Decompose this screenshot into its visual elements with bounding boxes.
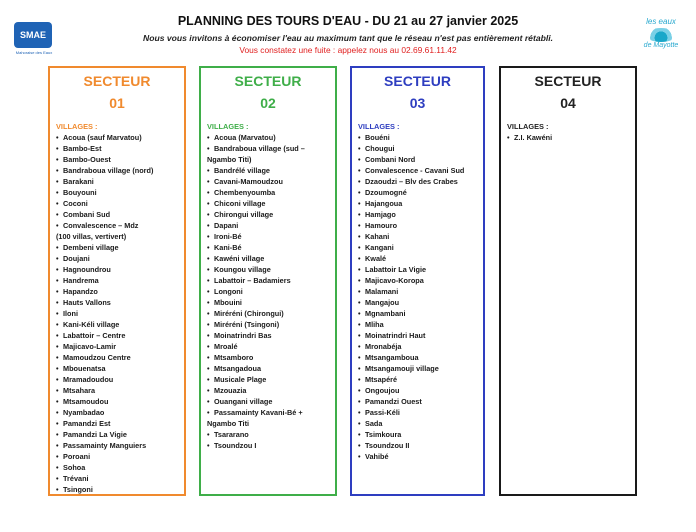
leak-alert: Vous constatez une fuite : appelez nous au 02.69.61.11.42 bbox=[239, 45, 457, 55]
village-item: • Labattoir – Centre bbox=[56, 330, 180, 341]
village-item: • Labattoir La Vigie bbox=[358, 264, 479, 275]
village-item: • Bambo-Est bbox=[56, 143, 180, 154]
village-item: • Dapani bbox=[207, 220, 331, 231]
village-item: • Tsararano bbox=[207, 429, 331, 440]
village-item: • Labattoir – Badamiers bbox=[207, 275, 331, 286]
village-item: • Sohoa bbox=[56, 462, 180, 473]
wave-icon bbox=[646, 28, 676, 42]
village-item: • Passamainty Manguiers bbox=[56, 440, 180, 451]
village-item: • Koungou village bbox=[207, 264, 331, 275]
sector-04-panel bbox=[499, 66, 637, 496]
village-item: • Mramadoudou bbox=[56, 374, 180, 385]
village-item: • Bouyouni bbox=[56, 187, 180, 198]
sector-04-number: 04 bbox=[560, 95, 576, 111]
smae-logo-badge: SMAE bbox=[14, 22, 52, 48]
village-item: • Z.I. Kawéni bbox=[507, 132, 631, 143]
village-item: • Mronabéja bbox=[358, 341, 479, 352]
sector-02-village-list bbox=[201, 132, 335, 451]
village-item: • Majicavo-Koropa bbox=[358, 275, 479, 286]
village-item: • Bandraboua village (sud – bbox=[207, 143, 331, 154]
village-item: • Vahibé bbox=[358, 451, 479, 462]
village-item: • Cavani-Mamoudzou bbox=[207, 176, 331, 187]
village-item: • Bambo-Ouest bbox=[56, 154, 180, 165]
village-item: • Bouéni bbox=[358, 132, 479, 143]
village-item: • Acoua (sauf Marvatou) bbox=[56, 132, 180, 143]
village-item: • Kawéni village bbox=[207, 253, 331, 264]
village-item: • Pamandzi La Vigie bbox=[56, 429, 180, 440]
village-item: • Iloni bbox=[56, 308, 180, 319]
village-item: • Bandrélé village bbox=[207, 165, 331, 176]
village-item: • Passi-Kéli bbox=[358, 407, 479, 418]
village-item: • Doujani bbox=[56, 253, 180, 264]
village-item: • Mtsangadoua bbox=[207, 363, 331, 374]
village-item: • Acoua (Marvatou) bbox=[207, 132, 331, 143]
village-item: • Kahani bbox=[358, 231, 479, 242]
village-item: • Convalescence - Cavani Sud bbox=[358, 165, 479, 176]
village-item: • Miréréni (Tsingoni) bbox=[207, 319, 331, 330]
village-item: • Mtsamoudou bbox=[56, 396, 180, 407]
village-item: • Hajangoua bbox=[358, 198, 479, 209]
village-item: Ngambo Titi bbox=[207, 419, 250, 428]
village-item: • Tsimkoura bbox=[358, 429, 479, 440]
village-item: • Pamandzi Est bbox=[56, 418, 180, 429]
village-item: • Bandraboua village (nord) bbox=[56, 165, 180, 176]
village-item: • Handrema bbox=[56, 275, 180, 286]
village-item: • Kani-Kéli village bbox=[56, 319, 180, 330]
sector-01-number: 01 bbox=[109, 95, 125, 111]
village-item: • Hamjago bbox=[358, 209, 479, 220]
sector-03-number: 03 bbox=[409, 95, 426, 111]
village-item: • Mtsangamboua bbox=[358, 352, 479, 363]
page-title: PLANNING DES TOURS D'EAU - DU 21 au 27 janvier 2025 bbox=[177, 14, 519, 28]
eaux-mayotte-logo bbox=[638, 18, 684, 62]
village-item: • Combani Nord bbox=[358, 154, 479, 165]
sector-03-panel bbox=[350, 66, 485, 496]
village-item: • Mbouenatsa bbox=[56, 363, 180, 374]
village-item: • Moinatrindri Haut bbox=[358, 330, 479, 341]
village-item: • Poroani bbox=[56, 451, 180, 462]
village-item: • Dembeni village bbox=[56, 242, 180, 253]
sector-04-title: SECTEUR bbox=[534, 73, 602, 89]
village-item: • Hagnoundrou bbox=[56, 264, 180, 275]
village-item: • Chiconi village bbox=[207, 198, 331, 209]
sector-02-title: SECTEUR bbox=[234, 73, 302, 89]
village-item: • Trévani bbox=[56, 473, 180, 484]
village-item: • Ouangani village bbox=[207, 396, 331, 407]
village-item: • Convalescence – Mdz bbox=[56, 220, 180, 231]
sector-02-number: 02 bbox=[260, 95, 276, 111]
village-item: • Hamouro bbox=[358, 220, 479, 231]
village-item: • Mliha bbox=[358, 319, 479, 330]
village-item: • Dzoumogné bbox=[358, 187, 479, 198]
sector-02-villages-label: VILLAGES : bbox=[207, 122, 249, 131]
village-item: • Dzaoudzi – Blv des Crabes bbox=[358, 176, 479, 187]
village-item: • Mbouini bbox=[207, 297, 331, 308]
village-item: • Mamoudzou Centre bbox=[56, 352, 180, 363]
sector-04-village-list bbox=[501, 132, 635, 143]
village-item: • Combani Sud bbox=[56, 209, 180, 220]
village-item: • Ironi-Bé bbox=[207, 231, 331, 242]
village-item: • Kwalé bbox=[358, 253, 479, 264]
sector-04-villages-label: VILLAGES : bbox=[507, 122, 549, 131]
sector-03-villages-label: VILLAGES : bbox=[358, 122, 400, 131]
village-item: • Moinatrindri Bas bbox=[207, 330, 331, 341]
village-item: • Kani-Bé bbox=[207, 242, 331, 253]
sector-01-panel bbox=[48, 66, 186, 496]
village-item: • Mgnambani bbox=[358, 308, 479, 319]
village-item: (100 villas, vertivert) bbox=[56, 232, 127, 241]
smae-logo bbox=[14, 22, 54, 62]
village-item: • Pamandzi Ouest bbox=[358, 396, 479, 407]
sector-03-village-list bbox=[352, 132, 483, 462]
village-item: • Mtsamboro bbox=[207, 352, 331, 363]
sector-01-village-list bbox=[50, 132, 184, 495]
village-item: • Mzouazia bbox=[207, 385, 331, 396]
sector-01-villages-label: VILLAGES : bbox=[56, 122, 98, 131]
village-item: • Hauts Vallons bbox=[56, 297, 180, 308]
page-subtitle: Nous vous invitons à économiser l'eau au maximum tant que le réseau n'est pas entièrement rétabli. bbox=[142, 33, 554, 43]
village-item: • Malamani bbox=[358, 286, 479, 297]
village-item: • Mtsapéré bbox=[358, 374, 479, 385]
smae-logo-subtitle: Mahoraise des Eaux bbox=[15, 50, 53, 55]
village-item: • Mtsangamouji village bbox=[358, 363, 479, 374]
village-item: • Mtsahara bbox=[56, 385, 180, 396]
village-item: • Miréréni (Chirongui) bbox=[207, 308, 331, 319]
village-item: • Hapandzo bbox=[56, 286, 180, 297]
sector-02-panel bbox=[199, 66, 337, 496]
village-item: • Chirongui village bbox=[207, 209, 331, 220]
village-item: • Majicavo-Lamir bbox=[56, 341, 180, 352]
eaux-mayotte-logo-bottom: de Mayotte bbox=[643, 42, 679, 49]
village-item: • Longoni bbox=[207, 286, 331, 297]
village-item: • Mroalé bbox=[207, 341, 331, 352]
village-item: • Mangajou bbox=[358, 297, 479, 308]
village-item: • Tsoundzou II bbox=[358, 440, 479, 451]
village-item: • Sada bbox=[358, 418, 479, 429]
village-item: • Tsingoni bbox=[56, 484, 180, 495]
village-item: • Nyambadao bbox=[56, 407, 180, 418]
eaux-mayotte-logo-top: les eaux bbox=[646, 17, 676, 26]
village-item: • Passamainty Kavani-Bé + bbox=[207, 407, 331, 418]
village-item: • Musicale Plage bbox=[207, 374, 331, 385]
village-item: • Kangani bbox=[358, 242, 479, 253]
village-item: Ngambo Titi) bbox=[207, 155, 252, 164]
village-item: • Ongoujou bbox=[358, 385, 479, 396]
village-item: • Barakani bbox=[56, 176, 180, 187]
sector-01-title: SECTEUR bbox=[83, 73, 151, 89]
village-item: • Coconi bbox=[56, 198, 180, 209]
village-item: • Chougui bbox=[358, 143, 479, 154]
sector-03-title: SECTEUR bbox=[384, 73, 451, 89]
village-item: • Tsoundzou I bbox=[207, 440, 331, 451]
village-item: • Chembenyoumba bbox=[207, 187, 331, 198]
